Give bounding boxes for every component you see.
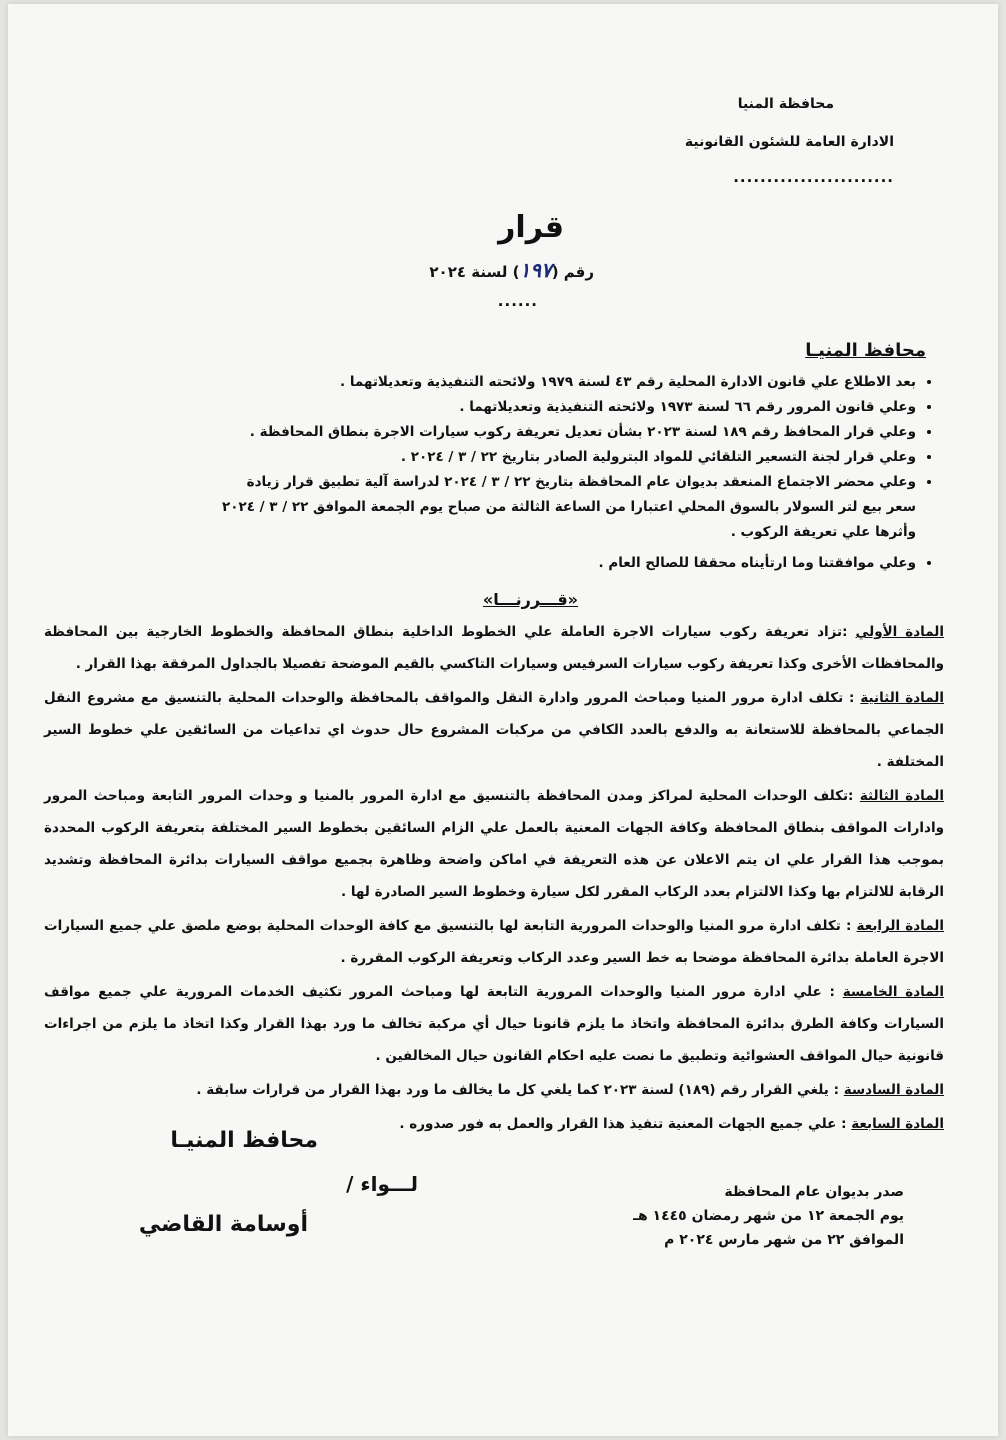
article-title: المادة الرابعة	[856, 918, 944, 934]
article-text: : تكلف ادارة مرو المنيا والوحدات المرورية التابعة لها بالتنسيق مع كافة الوحدات المحلية بوضع ملصق علي جميع السيارات الاجرة العاملة بدائرة المحافظة موضحا به خط السير وعدد الركاب وتعريفة الركوب المقررة .	[44, 918, 944, 966]
decision-title: قرار	[498, 210, 564, 245]
premise-item: • بعد الاطلاع علي قانون الادارة المحلية رقم ٤٣ لسنة ١٩٧٩ ولائحته التنفيذية وتعديلاتهما .	[216, 370, 916, 395]
article-title: المادة الثانية	[860, 690, 944, 706]
article-title: المادة السابعة	[851, 1116, 944, 1132]
premise-item: • وعلي محضر الاجتماع المنعقد بديوان عام المحافظة بتاريخ ٢٢ / ٣ / ٢٠٢٤ لدراسة آلية تطبيق قرار زيادة سعر بيع لتر السولار بالسوق المحلي اعتبارا من الساعة الثالثة من صباح يوم الجمعة الموافق ٢٢ / ٣ / ٢٠٢٤ وأثرها علي تعريفة الركوب .	[216, 470, 916, 545]
article-text: :تكلف الوحدات المحلية لمراكز ومدن المحافظة بالتنسيق مع ادارة المرور بالمنيا و وحدات المرور التابعة ومباحث المرور وادارات المواقف بنطاق المحافظة وكافة الجهات المعنية بالعمل علي الزام السائقين بخطوط السير المختلفة بتعريفة الركوب المحددة بموجب هذا القرار علي ان يتم الاعلان عن هذه التعريفة في اماكن واضحة وظاهرة بجميع مواقف السيارات بدائرة المحافظة وتشديد الرقابة للالتزام بها وكذا الالتزام بعدد الركاب المقرر لكل سيارة وخطوط السير الصادرة لها .	[44, 788, 944, 900]
article-5	[44, 976, 944, 1072]
premise-item: • وعلي قرار لجنة التسعير التلقائي للمواد البترولية الصادر بتاريخ ٢٢ / ٣ / ٢٠٢٤ .	[216, 445, 916, 470]
premises-list	[216, 370, 938, 576]
articles-section	[44, 616, 944, 1142]
article-title: المادة الأولي	[855, 624, 945, 640]
issued-line: الموافق ٢٢ من شهر مارس ٢٠٢٤ م	[664, 1232, 904, 1248]
issued-block	[633, 1180, 904, 1252]
article-title: المادة الثالثة	[859, 788, 944, 804]
article-text: : علي ادارة مرور المنيا والوحدات المرورية التابعة لها ومباحث المرور تكثيف الخدمات المرورية علي جميع مواقف السيارات وكافة الطرق بدائرة المحافظة واتخاذ ما يلزم قانونا حيال أي مركبة تخالف ما ورد بهذا القرار وكذا اتخاذ ما يلزم من اجراءات قانونية حيال المواقف العشوائية وتطبيق ما نصت عليه احكام القانون حيال المخالفين .	[44, 984, 944, 1064]
article-text: : يلغي القرار رقم (١٨٩) لسنة ٢٠٢٣ كما يلغي كل ما يخالف ما ورد بهذا القرار من قرارات سابقة .	[196, 1082, 839, 1098]
header-separator: ........................	[733, 168, 894, 186]
issued-line: يوم الجمعة ١٢ من شهر رمضان ١٤٤٥ هـ	[633, 1208, 904, 1224]
premise-item: • وعلي قرار المحافظ رقم ١٨٩ لسنة ٢٠٢٣ بشأن تعديل تعريفة ركوب سيارات الاجرة بنطاق المحافظة .	[216, 420, 916, 445]
article-2	[44, 682, 944, 778]
decision-number-suffix: ) لسنة ٢٠٢٤	[429, 263, 520, 281]
governor-heading: محافظ المنيـا	[805, 340, 926, 361]
premise-item: • وعلي موافقتنا وما ارتأيناه محققا للصالح العام .	[216, 551, 916, 576]
article-text: : علي جميع الجهات المعنية تنفيذ هذا القرار والعمل به فور صدوره .	[399, 1116, 847, 1132]
decision-number-line	[429, 258, 594, 282]
decision-number: ١٩٧	[519, 258, 552, 282]
governorate-name: محافظة المنيا	[737, 96, 834, 112]
signature-rank: لـــواء /	[346, 1172, 418, 1196]
article-4	[44, 910, 944, 974]
document-page	[8, 4, 998, 1436]
article-text: : تكلف ادارة مرور المنيا ومباحث المرور وادارة النقل والمواقف بالمحافظة والوحدات المحلية بالتنسيق مع مشروع النقل الجماعي بالمحافظة للاستعانة به والدفع بالعدد الكافي من مركبات المشروع حال حدوث اي تداعيات من السائقين علي خطوط السير المختلفة .	[44, 690, 944, 770]
premise-item: • وعلي قانون المرور رقم ٦٦ لسنة ١٩٧٣ ولائحته التنفيذية وتعديلاتهما .	[216, 395, 916, 420]
signature-name: أوسامة القاضي	[138, 1212, 308, 1237]
article-3	[44, 780, 944, 908]
article-title: المادة الخامسة	[842, 984, 944, 1000]
department-name: الادارة العامة للشئون القانونية	[684, 134, 894, 150]
signature-title: محافظ المنيـا	[170, 1128, 318, 1153]
issued-line: صدر بديوان عام المحافظة	[724, 1184, 904, 1200]
decision-number-prefix: رقم (	[551, 263, 594, 281]
article-title: المادة السادسة	[843, 1082, 944, 1098]
decision-separator: ......	[497, 292, 538, 310]
article-6	[44, 1074, 944, 1106]
decided-heading: «قـــررنـــا»	[482, 590, 578, 609]
article-text: :تزاد تعريفة ركوب سيارات الاجرة العاملة علي الخطوط الداخلية بنطاق المحافظة والخطوط الخارجية بين المحافظة والمحافظات الأخرى وكذا تعريفة ركوب سيارات السرفيس وسيارات التاكسي بالقيم الموضحة تفصيلا بالجداول المرفقة بهذا القرار .	[44, 624, 944, 672]
article-1	[44, 616, 944, 680]
